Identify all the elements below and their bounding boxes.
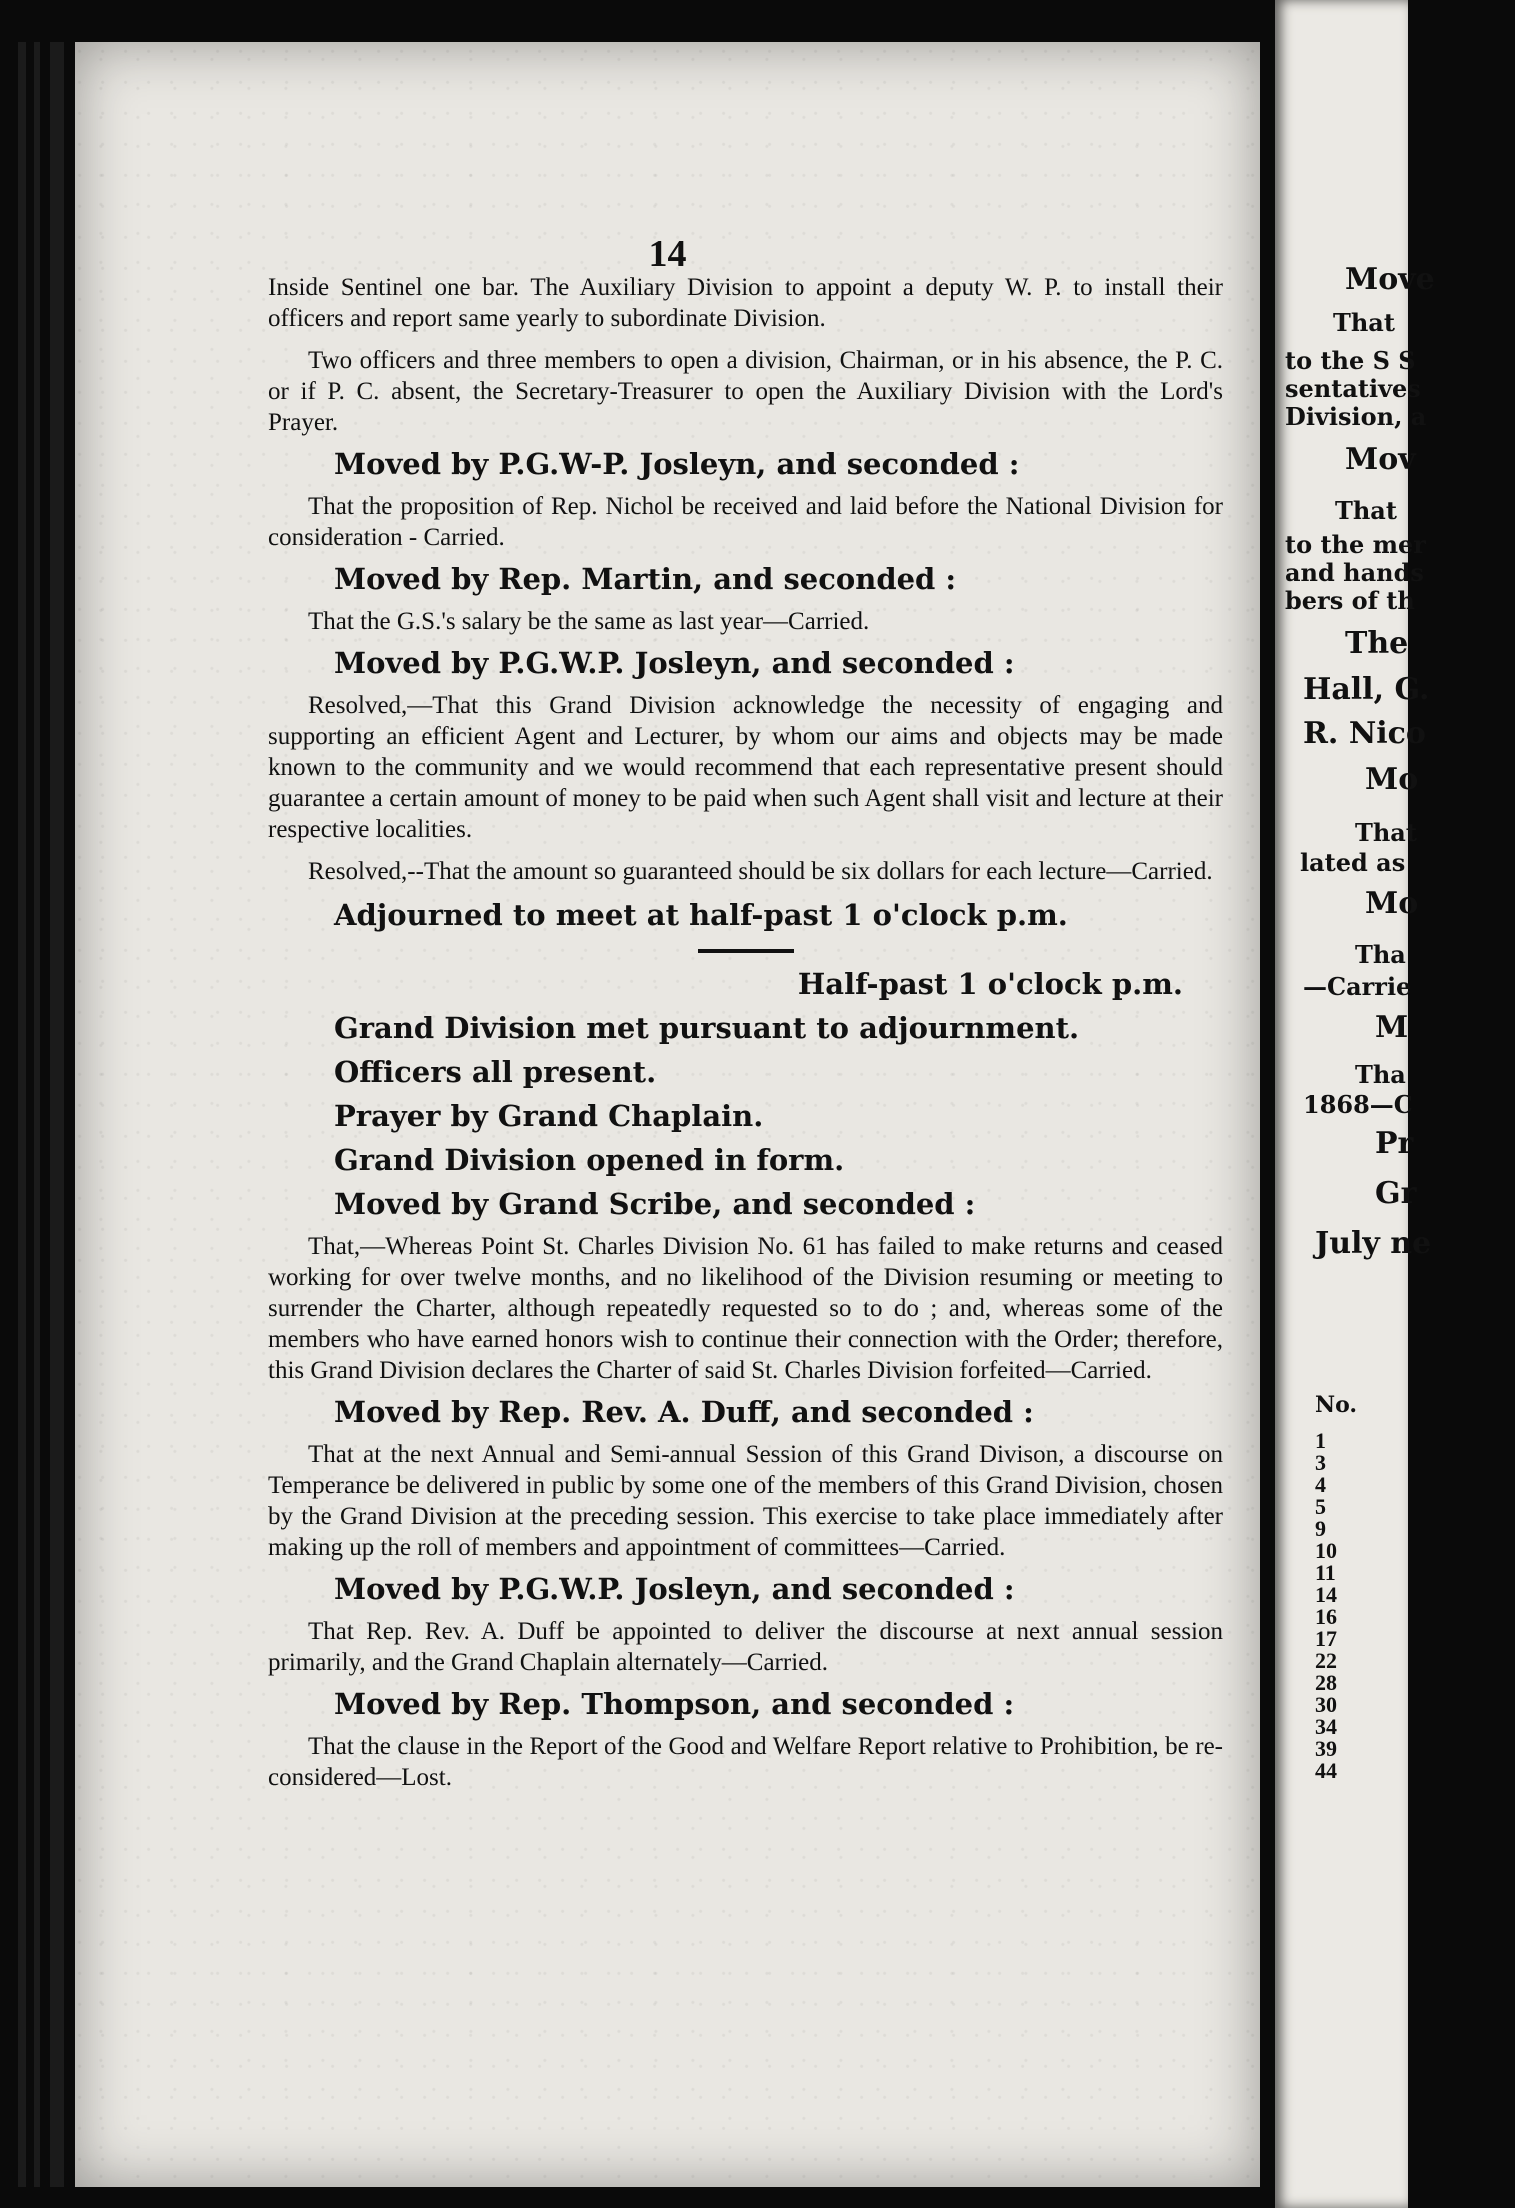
number-column: [1315, 1430, 1337, 1782]
facing-page-fragment: Mov: [1345, 442, 1416, 477]
facing-page-fragment: Gr: [1375, 1176, 1417, 1211]
book-spine-edge: [34, 42, 40, 2187]
list-item: 17: [1315, 1626, 1337, 1651]
facing-page-fragment: Hall, G.: [1303, 672, 1430, 707]
list-item: 34: [1315, 1714, 1337, 1739]
motion-text: That the clause in the Report of the Good and Welfare Report relative to Prohibition, be re-considered—Lost.: [268, 1733, 1223, 1791]
facing-page-edge: [1275, 0, 1435, 2208]
facing-page-fragment: Tha: [1355, 940, 1406, 969]
section-divider: [698, 949, 794, 953]
facing-page-fragment: Mo: [1365, 762, 1419, 797]
page-body: [268, 272, 1223, 1804]
afternoon-line: Grand Division opened in form.: [334, 1143, 845, 1177]
adjournment-line: Adjourned to meet at half-past 1 o'clock p.m.: [334, 898, 1068, 932]
afternoon-line: Prayer by Grand Chaplain.: [334, 1099, 764, 1133]
facing-page-fragment: bers of th: [1285, 586, 1415, 615]
list-item: 44: [1315, 1758, 1337, 1783]
facing-page-fragment: That: [1355, 818, 1417, 847]
facing-page-fragment: sentatives: [1285, 374, 1421, 403]
facing-page-fragment: The: [1345, 626, 1409, 661]
afternoon-line: Officers all present.: [334, 1055, 657, 1089]
facing-page-fragment: 1868—C: [1303, 1090, 1413, 1119]
book-spine-edge: [50, 42, 64, 2187]
list-item: 22: [1315, 1648, 1337, 1673]
motion-text: That the G.S.'s salary be the same as last year—Carried.: [308, 608, 870, 635]
facing-page-fragment: Division, a: [1285, 402, 1427, 431]
motion-heading: Moved by P.G.W.P. Josleyn, and seconded :: [334, 1572, 1015, 1606]
facing-page-fragment: Pr: [1375, 1126, 1414, 1161]
motion-text: That the proposition of Rep. Nichol be received and laid before the National Division for consideration - Carried.: [268, 493, 1223, 551]
list-item: 14: [1315, 1582, 1337, 1607]
list-item: 9: [1315, 1516, 1326, 1541]
motion-text: That at the next Annual and Semi-annual Session of this Grand Divison, a discourse on Temperance be delivered in public by some one of the members of this Grand Division, chosen by the Grand Division at the preceding session. This exercise to take place immediately after making up the roll of members and appointment of committees—Carried.: [268, 1441, 1223, 1561]
facing-page-fragment: to the S S: [1285, 346, 1416, 375]
facing-page-fragment: Move: [1345, 262, 1435, 297]
motion-heading: Moved by P.G.W.P. Josleyn, and seconded :: [334, 646, 1015, 680]
number-column-label: No.: [1315, 1392, 1358, 1418]
facing-page-fragment: M: [1375, 1010, 1409, 1045]
facing-page-fragment: July ne: [1315, 1226, 1432, 1261]
motion-text: Resolved,—That this Grand Division acknowledge the necessity of engaging and supporting an efficient Agent and Lecturer, by whom our aims and objects may be made known to the community and we would recommend that each representative present should guarantee a certain amount of money to be paid when such Agent shall visit and lecture at their respective localities.: [268, 692, 1223, 843]
list-item: 10: [1315, 1538, 1337, 1563]
list-item: 30: [1315, 1692, 1337, 1717]
facing-page-fragment: to the mer: [1285, 530, 1426, 559]
list-item: 16: [1315, 1604, 1337, 1629]
motion-text: That Rep. Rev. A. Duff be appointed to deliver the discourse at next annual session primarily, and the Grand Chaplain alternately—Carried.: [268, 1618, 1223, 1676]
motion-heading: Moved by Rep. Thompson, and seconded :: [334, 1687, 1015, 1721]
list-item: 4: [1315, 1472, 1326, 1497]
facing-page-fragment: That: [1333, 308, 1395, 337]
facing-page-fragment: R. Nico: [1303, 716, 1426, 751]
facing-page-fragment: Tha: [1355, 1060, 1406, 1089]
motion-heading: Moved by Rep. Martin, and seconded :: [334, 562, 957, 596]
facing-page-fragment: lated as: [1300, 848, 1406, 877]
facing-page-fragment: That: [1335, 496, 1397, 525]
facing-page-fragment: —Carrie: [1303, 972, 1412, 1001]
motion-text: That,—Whereas Point St. Charles Division No. 61 has failed to make returns and ceased working for over twelve months, and no likelihood of the Division resuming or meeting to surrender the Charter, although repeatedly requested so to do ; and, whereas some of the members who have earned honors wish to continue their connection with the Order; therefore, this Grand Division declares the Charter of said St. Charles Division forfeited—Carried.: [268, 1233, 1223, 1384]
motion-text: Resolved,--That the amount so guaranteed should be six dollars for each lecture—Carried.: [308, 858, 1213, 885]
paragraph: Two officers and three members to open a division, Chairman, or in his absence, the P. C. or if P. C. absent, the Secretary-Treasurer to open the Auxiliary Division with the Lord's Prayer.: [268, 347, 1223, 436]
motion-heading: Moved by Rep. Rev. A. Duff, and seconded :: [334, 1395, 1034, 1429]
list-item: 3: [1315, 1450, 1326, 1475]
list-item: 39: [1315, 1736, 1337, 1761]
session-time: Half-past 1 o'clock p.m.: [797, 967, 1183, 1001]
list-item: 1: [1315, 1428, 1326, 1453]
list-item: 11: [1315, 1560, 1336, 1585]
motion-heading: Moved by Grand Scribe, and seconded :: [334, 1187, 976, 1221]
book-spine-edge: [18, 42, 26, 2187]
paragraph: Inside Sentinel one bar. The Auxiliary Division to appoint a deputy W. P. to install their officers and report same yearly to subordinate Division.: [268, 274, 1223, 332]
page-number: 14: [648, 233, 687, 275]
list-item: 28: [1315, 1670, 1337, 1695]
facing-page-fragment: Mo: [1365, 886, 1419, 921]
afternoon-line: Grand Division met pursuant to adjournment.: [334, 1011, 1080, 1045]
facing-page-fragment: and hands: [1285, 558, 1424, 587]
list-item: 5: [1315, 1494, 1326, 1519]
motion-heading: Moved by P.G.W-P. Josleyn, and seconded :: [334, 447, 1020, 481]
